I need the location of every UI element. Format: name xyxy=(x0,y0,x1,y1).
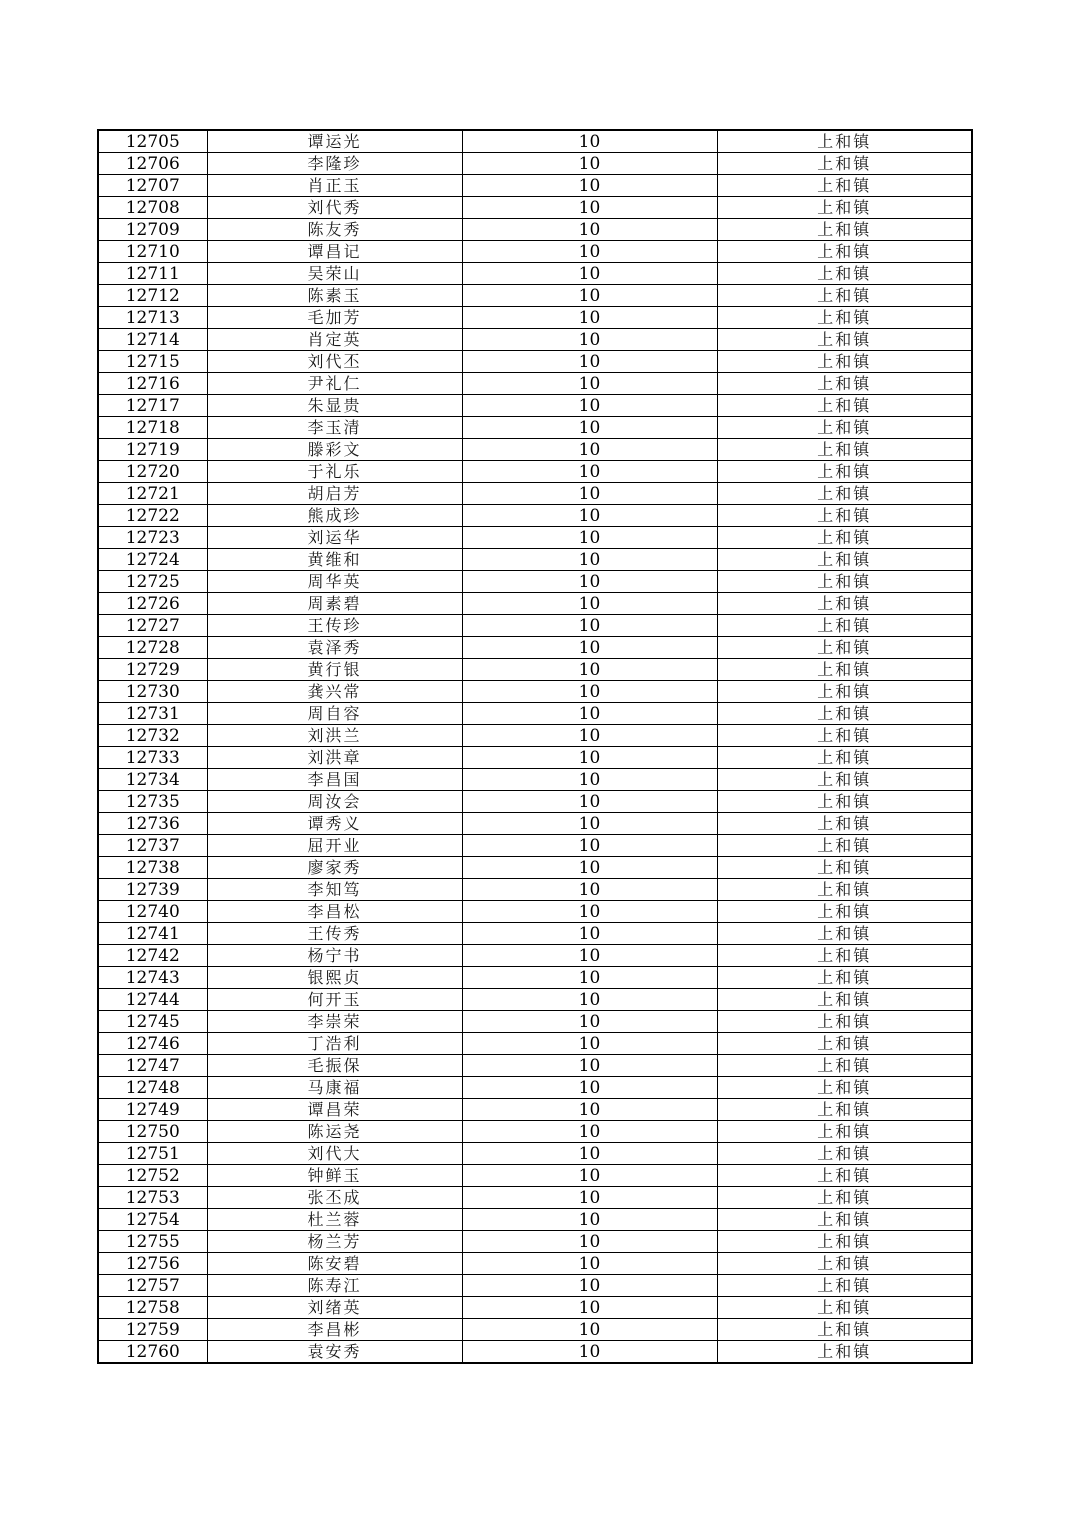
cell-name: 银熙贞 xyxy=(207,967,462,989)
cell-number: 12752 xyxy=(98,1165,207,1187)
cell-number: 12741 xyxy=(98,923,207,945)
cell-amount: 10 xyxy=(462,1275,717,1297)
cell-amount: 10 xyxy=(462,1055,717,1077)
cell-town: 上和镇 xyxy=(717,747,972,769)
cell-town: 上和镇 xyxy=(717,703,972,725)
cell-name: 钟鲜玉 xyxy=(207,1165,462,1187)
cell-number: 12705 xyxy=(98,130,207,153)
cell-town: 上和镇 xyxy=(717,681,972,703)
cell-name: 刘代大 xyxy=(207,1143,462,1165)
cell-town: 上和镇 xyxy=(717,1253,972,1275)
cell-number: 12729 xyxy=(98,659,207,681)
cell-amount: 10 xyxy=(462,130,717,153)
cell-number: 12735 xyxy=(98,791,207,813)
table-row xyxy=(98,747,972,769)
table-row xyxy=(98,725,972,747)
cell-town: 上和镇 xyxy=(717,1011,972,1033)
cell-name: 廖家秀 xyxy=(207,857,462,879)
cell-number: 12756 xyxy=(98,1253,207,1275)
cell-town: 上和镇 xyxy=(717,901,972,923)
cell-amount: 10 xyxy=(462,417,717,439)
cell-town: 上和镇 xyxy=(717,1121,972,1143)
cell-number: 12745 xyxy=(98,1011,207,1033)
cell-town: 上和镇 xyxy=(717,175,972,197)
cell-number: 12759 xyxy=(98,1319,207,1341)
table-row xyxy=(98,439,972,461)
cell-name: 何开玉 xyxy=(207,989,462,1011)
table-row xyxy=(98,571,972,593)
cell-amount: 10 xyxy=(462,1341,717,1364)
cell-number: 12706 xyxy=(98,153,207,175)
cell-amount: 10 xyxy=(462,835,717,857)
cell-amount: 10 xyxy=(462,791,717,813)
cell-amount: 10 xyxy=(462,153,717,175)
cell-number: 12739 xyxy=(98,879,207,901)
cell-name: 李崇荣 xyxy=(207,1011,462,1033)
cell-town: 上和镇 xyxy=(717,791,972,813)
cell-amount: 10 xyxy=(462,857,717,879)
cell-number: 12726 xyxy=(98,593,207,615)
cell-number: 12716 xyxy=(98,373,207,395)
cell-name: 陈安碧 xyxy=(207,1253,462,1275)
cell-amount: 10 xyxy=(462,263,717,285)
table-row xyxy=(98,769,972,791)
cell-name: 王传珍 xyxy=(207,615,462,637)
cell-name: 刘运华 xyxy=(207,527,462,549)
cell-town: 上和镇 xyxy=(717,637,972,659)
cell-amount: 10 xyxy=(462,483,717,505)
table-row xyxy=(98,329,972,351)
cell-amount: 10 xyxy=(462,1099,717,1121)
table-row xyxy=(98,835,972,857)
table-row xyxy=(98,1275,972,1297)
cell-amount: 10 xyxy=(462,439,717,461)
cell-town: 上和镇 xyxy=(717,329,972,351)
cell-name: 周汝会 xyxy=(207,791,462,813)
cell-town: 上和镇 xyxy=(717,1275,972,1297)
cell-town: 上和镇 xyxy=(717,549,972,571)
table-row xyxy=(98,923,972,945)
cell-amount: 10 xyxy=(462,571,717,593)
cell-name: 王传秀 xyxy=(207,923,462,945)
cell-amount: 10 xyxy=(462,1011,717,1033)
cell-number: 12744 xyxy=(98,989,207,1011)
table-row xyxy=(98,197,972,219)
cell-town: 上和镇 xyxy=(717,593,972,615)
table-row xyxy=(98,593,972,615)
table-row xyxy=(98,703,972,725)
cell-amount: 10 xyxy=(462,769,717,791)
cell-amount: 10 xyxy=(462,351,717,373)
cell-amount: 10 xyxy=(462,549,717,571)
cell-number: 12714 xyxy=(98,329,207,351)
cell-town: 上和镇 xyxy=(717,1033,972,1055)
cell-number: 12751 xyxy=(98,1143,207,1165)
cell-name: 李玉清 xyxy=(207,417,462,439)
cell-town: 上和镇 xyxy=(717,769,972,791)
cell-town: 上和镇 xyxy=(717,263,972,285)
cell-number: 12740 xyxy=(98,901,207,923)
table-row xyxy=(98,1187,972,1209)
table-row xyxy=(98,879,972,901)
cell-town: 上和镇 xyxy=(717,219,972,241)
cell-town: 上和镇 xyxy=(717,615,972,637)
cell-amount: 10 xyxy=(462,241,717,263)
cell-town: 上和镇 xyxy=(717,1341,972,1364)
table-row xyxy=(98,989,972,1011)
cell-amount: 10 xyxy=(462,527,717,549)
cell-number: 12711 xyxy=(98,263,207,285)
table-row xyxy=(98,1209,972,1231)
cell-number: 12725 xyxy=(98,571,207,593)
cell-town: 上和镇 xyxy=(717,505,972,527)
table-row xyxy=(98,153,972,175)
cell-number: 12721 xyxy=(98,483,207,505)
cell-amount: 10 xyxy=(462,461,717,483)
cell-amount: 10 xyxy=(462,989,717,1011)
table-row xyxy=(98,1231,972,1253)
cell-number: 12748 xyxy=(98,1077,207,1099)
cell-number: 12755 xyxy=(98,1231,207,1253)
cell-amount: 10 xyxy=(462,1121,717,1143)
cell-amount: 10 xyxy=(462,681,717,703)
cell-name: 陈素玉 xyxy=(207,285,462,307)
cell-amount: 10 xyxy=(462,197,717,219)
cell-number: 12749 xyxy=(98,1099,207,1121)
cell-number: 12747 xyxy=(98,1055,207,1077)
cell-town: 上和镇 xyxy=(717,307,972,329)
cell-number: 12718 xyxy=(98,417,207,439)
cell-name: 陈运尧 xyxy=(207,1121,462,1143)
cell-amount: 10 xyxy=(462,307,717,329)
cell-name: 肖正玉 xyxy=(207,175,462,197)
cell-number: 12742 xyxy=(98,945,207,967)
table-row xyxy=(98,1055,972,1077)
cell-town: 上和镇 xyxy=(717,461,972,483)
cell-number: 12757 xyxy=(98,1275,207,1297)
cell-town: 上和镇 xyxy=(717,813,972,835)
cell-name: 杜兰蓉 xyxy=(207,1209,462,1231)
cell-town: 上和镇 xyxy=(717,373,972,395)
table-row xyxy=(98,395,972,417)
table-row xyxy=(98,1341,972,1364)
cell-amount: 10 xyxy=(462,901,717,923)
cell-number: 12712 xyxy=(98,285,207,307)
cell-number: 12728 xyxy=(98,637,207,659)
table-row xyxy=(98,857,972,879)
cell-name: 李昌松 xyxy=(207,901,462,923)
cell-number: 12719 xyxy=(98,439,207,461)
cell-name: 刘代秀 xyxy=(207,197,462,219)
table-row xyxy=(98,1165,972,1187)
table-row xyxy=(98,1033,972,1055)
table-row xyxy=(98,219,972,241)
cell-town: 上和镇 xyxy=(717,1231,972,1253)
cell-name: 李昌国 xyxy=(207,769,462,791)
cell-name: 刘代丕 xyxy=(207,351,462,373)
cell-name: 谭运光 xyxy=(207,130,462,153)
cell-name: 刘绪英 xyxy=(207,1297,462,1319)
cell-amount: 10 xyxy=(462,1165,717,1187)
cell-town: 上和镇 xyxy=(717,989,972,1011)
cell-town: 上和镇 xyxy=(717,439,972,461)
cell-amount: 10 xyxy=(462,945,717,967)
cell-name: 李知笃 xyxy=(207,879,462,901)
cell-name: 熊成珍 xyxy=(207,505,462,527)
cell-town: 上和镇 xyxy=(717,835,972,857)
cell-amount: 10 xyxy=(462,1253,717,1275)
table-row xyxy=(98,1121,972,1143)
cell-name: 袁安秀 xyxy=(207,1341,462,1364)
cell-town: 上和镇 xyxy=(717,527,972,549)
cell-number: 12713 xyxy=(98,307,207,329)
table-row xyxy=(98,527,972,549)
table-row xyxy=(98,659,972,681)
cell-amount: 10 xyxy=(462,395,717,417)
cell-number: 12746 xyxy=(98,1033,207,1055)
cell-number: 12758 xyxy=(98,1297,207,1319)
cell-town: 上和镇 xyxy=(717,1143,972,1165)
cell-name: 屈开业 xyxy=(207,835,462,857)
cell-amount: 10 xyxy=(462,505,717,527)
table-row xyxy=(98,813,972,835)
table-row xyxy=(98,1011,972,1033)
cell-number: 12734 xyxy=(98,769,207,791)
cell-amount: 10 xyxy=(462,1033,717,1055)
roster-table xyxy=(97,129,973,1364)
cell-amount: 10 xyxy=(462,373,717,395)
cell-amount: 10 xyxy=(462,967,717,989)
cell-name: 丁浩利 xyxy=(207,1033,462,1055)
cell-town: 上和镇 xyxy=(717,241,972,263)
cell-amount: 10 xyxy=(462,285,717,307)
cell-town: 上和镇 xyxy=(717,1209,972,1231)
cell-name: 李隆珍 xyxy=(207,153,462,175)
cell-number: 12727 xyxy=(98,615,207,637)
table-row xyxy=(98,505,972,527)
cell-town: 上和镇 xyxy=(717,945,972,967)
cell-name: 张丕成 xyxy=(207,1187,462,1209)
cell-town: 上和镇 xyxy=(717,483,972,505)
table-row xyxy=(98,901,972,923)
cell-name: 李昌彬 xyxy=(207,1319,462,1341)
cell-amount: 10 xyxy=(462,1231,717,1253)
table-row xyxy=(98,1077,972,1099)
cell-amount: 10 xyxy=(462,1297,717,1319)
cell-amount: 10 xyxy=(462,329,717,351)
cell-name: 毛振保 xyxy=(207,1055,462,1077)
cell-number: 12722 xyxy=(98,505,207,527)
table-row xyxy=(98,615,972,637)
table-row xyxy=(98,1253,972,1275)
cell-number: 12753 xyxy=(98,1187,207,1209)
table-row xyxy=(98,373,972,395)
cell-name: 朱显贵 xyxy=(207,395,462,417)
cell-town: 上和镇 xyxy=(717,153,972,175)
cell-name: 龚兴常 xyxy=(207,681,462,703)
cell-number: 12732 xyxy=(98,725,207,747)
cell-number: 12724 xyxy=(98,549,207,571)
cell-town: 上和镇 xyxy=(717,197,972,219)
cell-number: 12710 xyxy=(98,241,207,263)
table-row xyxy=(98,967,972,989)
cell-amount: 10 xyxy=(462,1143,717,1165)
cell-name: 胡启芳 xyxy=(207,483,462,505)
table-row xyxy=(98,1143,972,1165)
table-row xyxy=(98,1297,972,1319)
cell-town: 上和镇 xyxy=(717,1165,972,1187)
table-row xyxy=(98,241,972,263)
cell-amount: 10 xyxy=(462,1187,717,1209)
cell-town: 上和镇 xyxy=(717,967,972,989)
cell-name: 于礼乐 xyxy=(207,461,462,483)
cell-town: 上和镇 xyxy=(717,285,972,307)
cell-number: 12720 xyxy=(98,461,207,483)
cell-number: 12707 xyxy=(98,175,207,197)
cell-town: 上和镇 xyxy=(717,879,972,901)
cell-name: 杨宁书 xyxy=(207,945,462,967)
cell-name: 谭秀义 xyxy=(207,813,462,835)
cell-number: 12717 xyxy=(98,395,207,417)
cell-town: 上和镇 xyxy=(717,857,972,879)
cell-name: 周自容 xyxy=(207,703,462,725)
cell-number: 12750 xyxy=(98,1121,207,1143)
table-row xyxy=(98,945,972,967)
cell-amount: 10 xyxy=(462,813,717,835)
table-row xyxy=(98,461,972,483)
cell-town: 上和镇 xyxy=(717,659,972,681)
cell-name: 周华英 xyxy=(207,571,462,593)
cell-name: 袁泽秀 xyxy=(207,637,462,659)
cell-town: 上和镇 xyxy=(717,1099,972,1121)
cell-town: 上和镇 xyxy=(717,1077,972,1099)
cell-number: 12715 xyxy=(98,351,207,373)
cell-name: 刘洪章 xyxy=(207,747,462,769)
cell-number: 12730 xyxy=(98,681,207,703)
table-row xyxy=(98,175,972,197)
cell-amount: 10 xyxy=(462,593,717,615)
cell-number: 12708 xyxy=(98,197,207,219)
cell-number: 12760 xyxy=(98,1341,207,1364)
cell-name: 毛加芳 xyxy=(207,307,462,329)
cell-name: 陈寿江 xyxy=(207,1275,462,1297)
cell-name: 黄行银 xyxy=(207,659,462,681)
cell-amount: 10 xyxy=(462,175,717,197)
table-row xyxy=(98,263,972,285)
cell-town: 上和镇 xyxy=(717,1297,972,1319)
table-row xyxy=(98,307,972,329)
cell-amount: 10 xyxy=(462,659,717,681)
table-row xyxy=(98,681,972,703)
cell-amount: 10 xyxy=(462,725,717,747)
table-row xyxy=(98,417,972,439)
cell-number: 12736 xyxy=(98,813,207,835)
cell-number: 12754 xyxy=(98,1209,207,1231)
cell-town: 上和镇 xyxy=(717,351,972,373)
table-row xyxy=(98,637,972,659)
cell-town: 上和镇 xyxy=(717,1319,972,1341)
cell-amount: 10 xyxy=(462,879,717,901)
table-row xyxy=(98,483,972,505)
cell-amount: 10 xyxy=(462,1209,717,1231)
cell-town: 上和镇 xyxy=(717,923,972,945)
cell-name: 谭昌荣 xyxy=(207,1099,462,1121)
cell-amount: 10 xyxy=(462,703,717,725)
cell-town: 上和镇 xyxy=(717,1055,972,1077)
cell-number: 12709 xyxy=(98,219,207,241)
table-row xyxy=(98,791,972,813)
cell-name: 周素碧 xyxy=(207,593,462,615)
cell-town: 上和镇 xyxy=(717,417,972,439)
cell-name: 尹礼仁 xyxy=(207,373,462,395)
cell-town: 上和镇 xyxy=(717,1187,972,1209)
cell-name: 吴荣山 xyxy=(207,263,462,285)
cell-number: 12733 xyxy=(98,747,207,769)
cell-amount: 10 xyxy=(462,747,717,769)
cell-name: 刘洪兰 xyxy=(207,725,462,747)
cell-amount: 10 xyxy=(462,1319,717,1341)
roster-table-body xyxy=(98,130,972,1363)
cell-name: 肖定英 xyxy=(207,329,462,351)
cell-name: 滕彩文 xyxy=(207,439,462,461)
cell-number: 12737 xyxy=(98,835,207,857)
cell-amount: 10 xyxy=(462,1077,717,1099)
cell-number: 12738 xyxy=(98,857,207,879)
cell-number: 12723 xyxy=(98,527,207,549)
cell-amount: 10 xyxy=(462,923,717,945)
cell-town: 上和镇 xyxy=(717,130,972,153)
cell-name: 陈友秀 xyxy=(207,219,462,241)
cell-name: 谭昌记 xyxy=(207,241,462,263)
cell-name: 杨兰芳 xyxy=(207,1231,462,1253)
table-row xyxy=(98,1099,972,1121)
cell-town: 上和镇 xyxy=(717,571,972,593)
cell-amount: 10 xyxy=(462,637,717,659)
table-row xyxy=(98,549,972,571)
table-row xyxy=(98,285,972,307)
cell-amount: 10 xyxy=(462,219,717,241)
cell-name: 马康福 xyxy=(207,1077,462,1099)
cell-town: 上和镇 xyxy=(717,395,972,417)
cell-number: 12731 xyxy=(98,703,207,725)
cell-town: 上和镇 xyxy=(717,725,972,747)
table-row xyxy=(98,130,972,153)
table-row xyxy=(98,351,972,373)
cell-name: 黄维和 xyxy=(207,549,462,571)
cell-amount: 10 xyxy=(462,615,717,637)
table-row xyxy=(98,1319,972,1341)
cell-number: 12743 xyxy=(98,967,207,989)
